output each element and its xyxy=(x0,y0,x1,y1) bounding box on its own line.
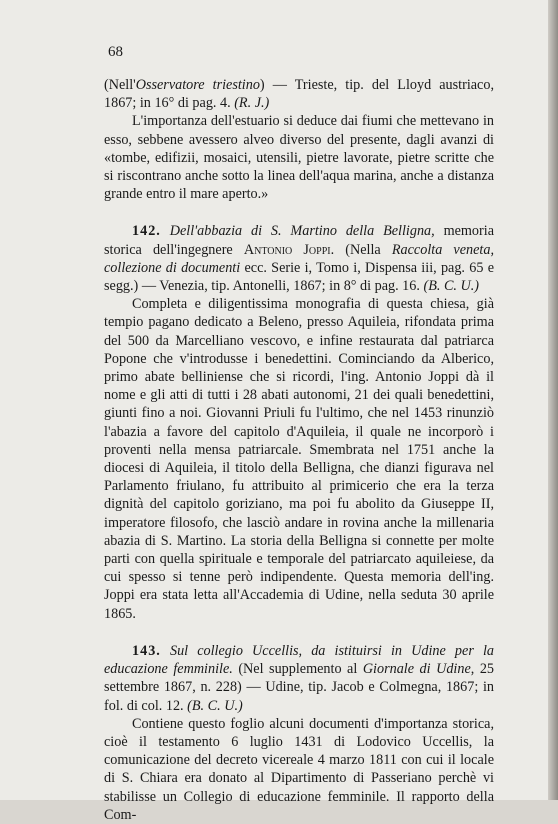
paragraph: 142. Dell'abbazia di S. Martino della Belligna, memoria storica dell'ingegnere Antonio Joppi. (Nella Raccolta veneta, collezione di documenti ecc. Serie i, Tomo i, Dispensa iii, pag. 65 e segg.) — Venezia, tip. Antonelli, 1867; in 8° di pag. 16. (B. C. U.) xyxy=(104,223,495,295)
paragraph: L'importanza dell'estuario si deduce dai fiumi che mettevano in esso, sebbene avessero alveo diverso del presente, dagli avanzi di «tombe, edifizii, mosaici, utensili, pietre lavorate, pietre scritte che si riscontrano anche sotto la linea dell'aqua marina, anche a distanza grande entro il mare aperto.» xyxy=(104,113,494,203)
paragraph: (Nell'Osservatore triestino) — Trieste, tip. del Lloyd austriaco, 1867; in 16° di pag. 4. (R. J.) xyxy=(104,77,494,112)
paragraph: 143. Sul collegio Uccellis, da istituirsi in Udine per la educazione femminile. (Nel supplemento al Giornale di Udine, 25 settembre 1867, n. 228) — Udine, tip. Jacob e Colmegna, 1867; in fol. di col. 12. (B. C. U.) xyxy=(104,642,495,714)
paragraph: Completa e diligentissima monografia di questa chiesa, già tempio pagano dedicato a Beleno, presso Aquileia, rifondata prima del 500 da Marcelliano vescovo, e infine restaurata dal patriarca Popone che v'introdusse i benedettini. Cominciando da Alberico, primo abate belliniense che si ricordi, l'ing. Antonio Joppi dà il nome e gli atti di tutti i 28 abati autonomi, 21 dei quali benedettini, giunti fino a noi. Giovanni Priuli fu l'ultimo, che nel 1453 rinunziò l'abazia a favore del capitolo d'Aquileia, il quale ne incorporò i proventi nella mensa patriarcale. Smembrata nel 1751 anche la diocesi di Aquileia, il titolo della Belligna, che dianzi figurava nel Parlamento friulano, fu attribuito al primicerio che era la terza dignità del capitolo goriziano, ma poi fu abolito da Giuseppe II, imperatore filosofo, che lasciò andare in rovina anche la millenaria abazia di S. Martino. La storia della Belligna si connette per molte parti con quella spirituale e temporale del patriarcato aquileiese, da cui spesso si tenne però indipendente. Questa memoria dell'ing. Joppi era stata letta all'Accademia di Udine, nella seduta 30 aprile 1865. xyxy=(104,296,494,622)
page-text xyxy=(104,76,494,824)
section-gap xyxy=(104,623,494,642)
page-number: 68 xyxy=(108,44,123,60)
book-spine-shadow xyxy=(548,0,558,800)
section-gap xyxy=(104,203,494,222)
paragraph: Contiene questo foglio alcuni documenti d'importanza storica, cioè il testamento 6 luglio 1431 di Lodovico Uccellis, la comunicazione del decreto vicereale 4 marzo 1811 con cui il locale di S. Chiara era donato al Dipartimento di Passeriano perchè vi stabilisse un Collegio di educazione femminile. Il rapporto della Com- xyxy=(104,715,494,823)
